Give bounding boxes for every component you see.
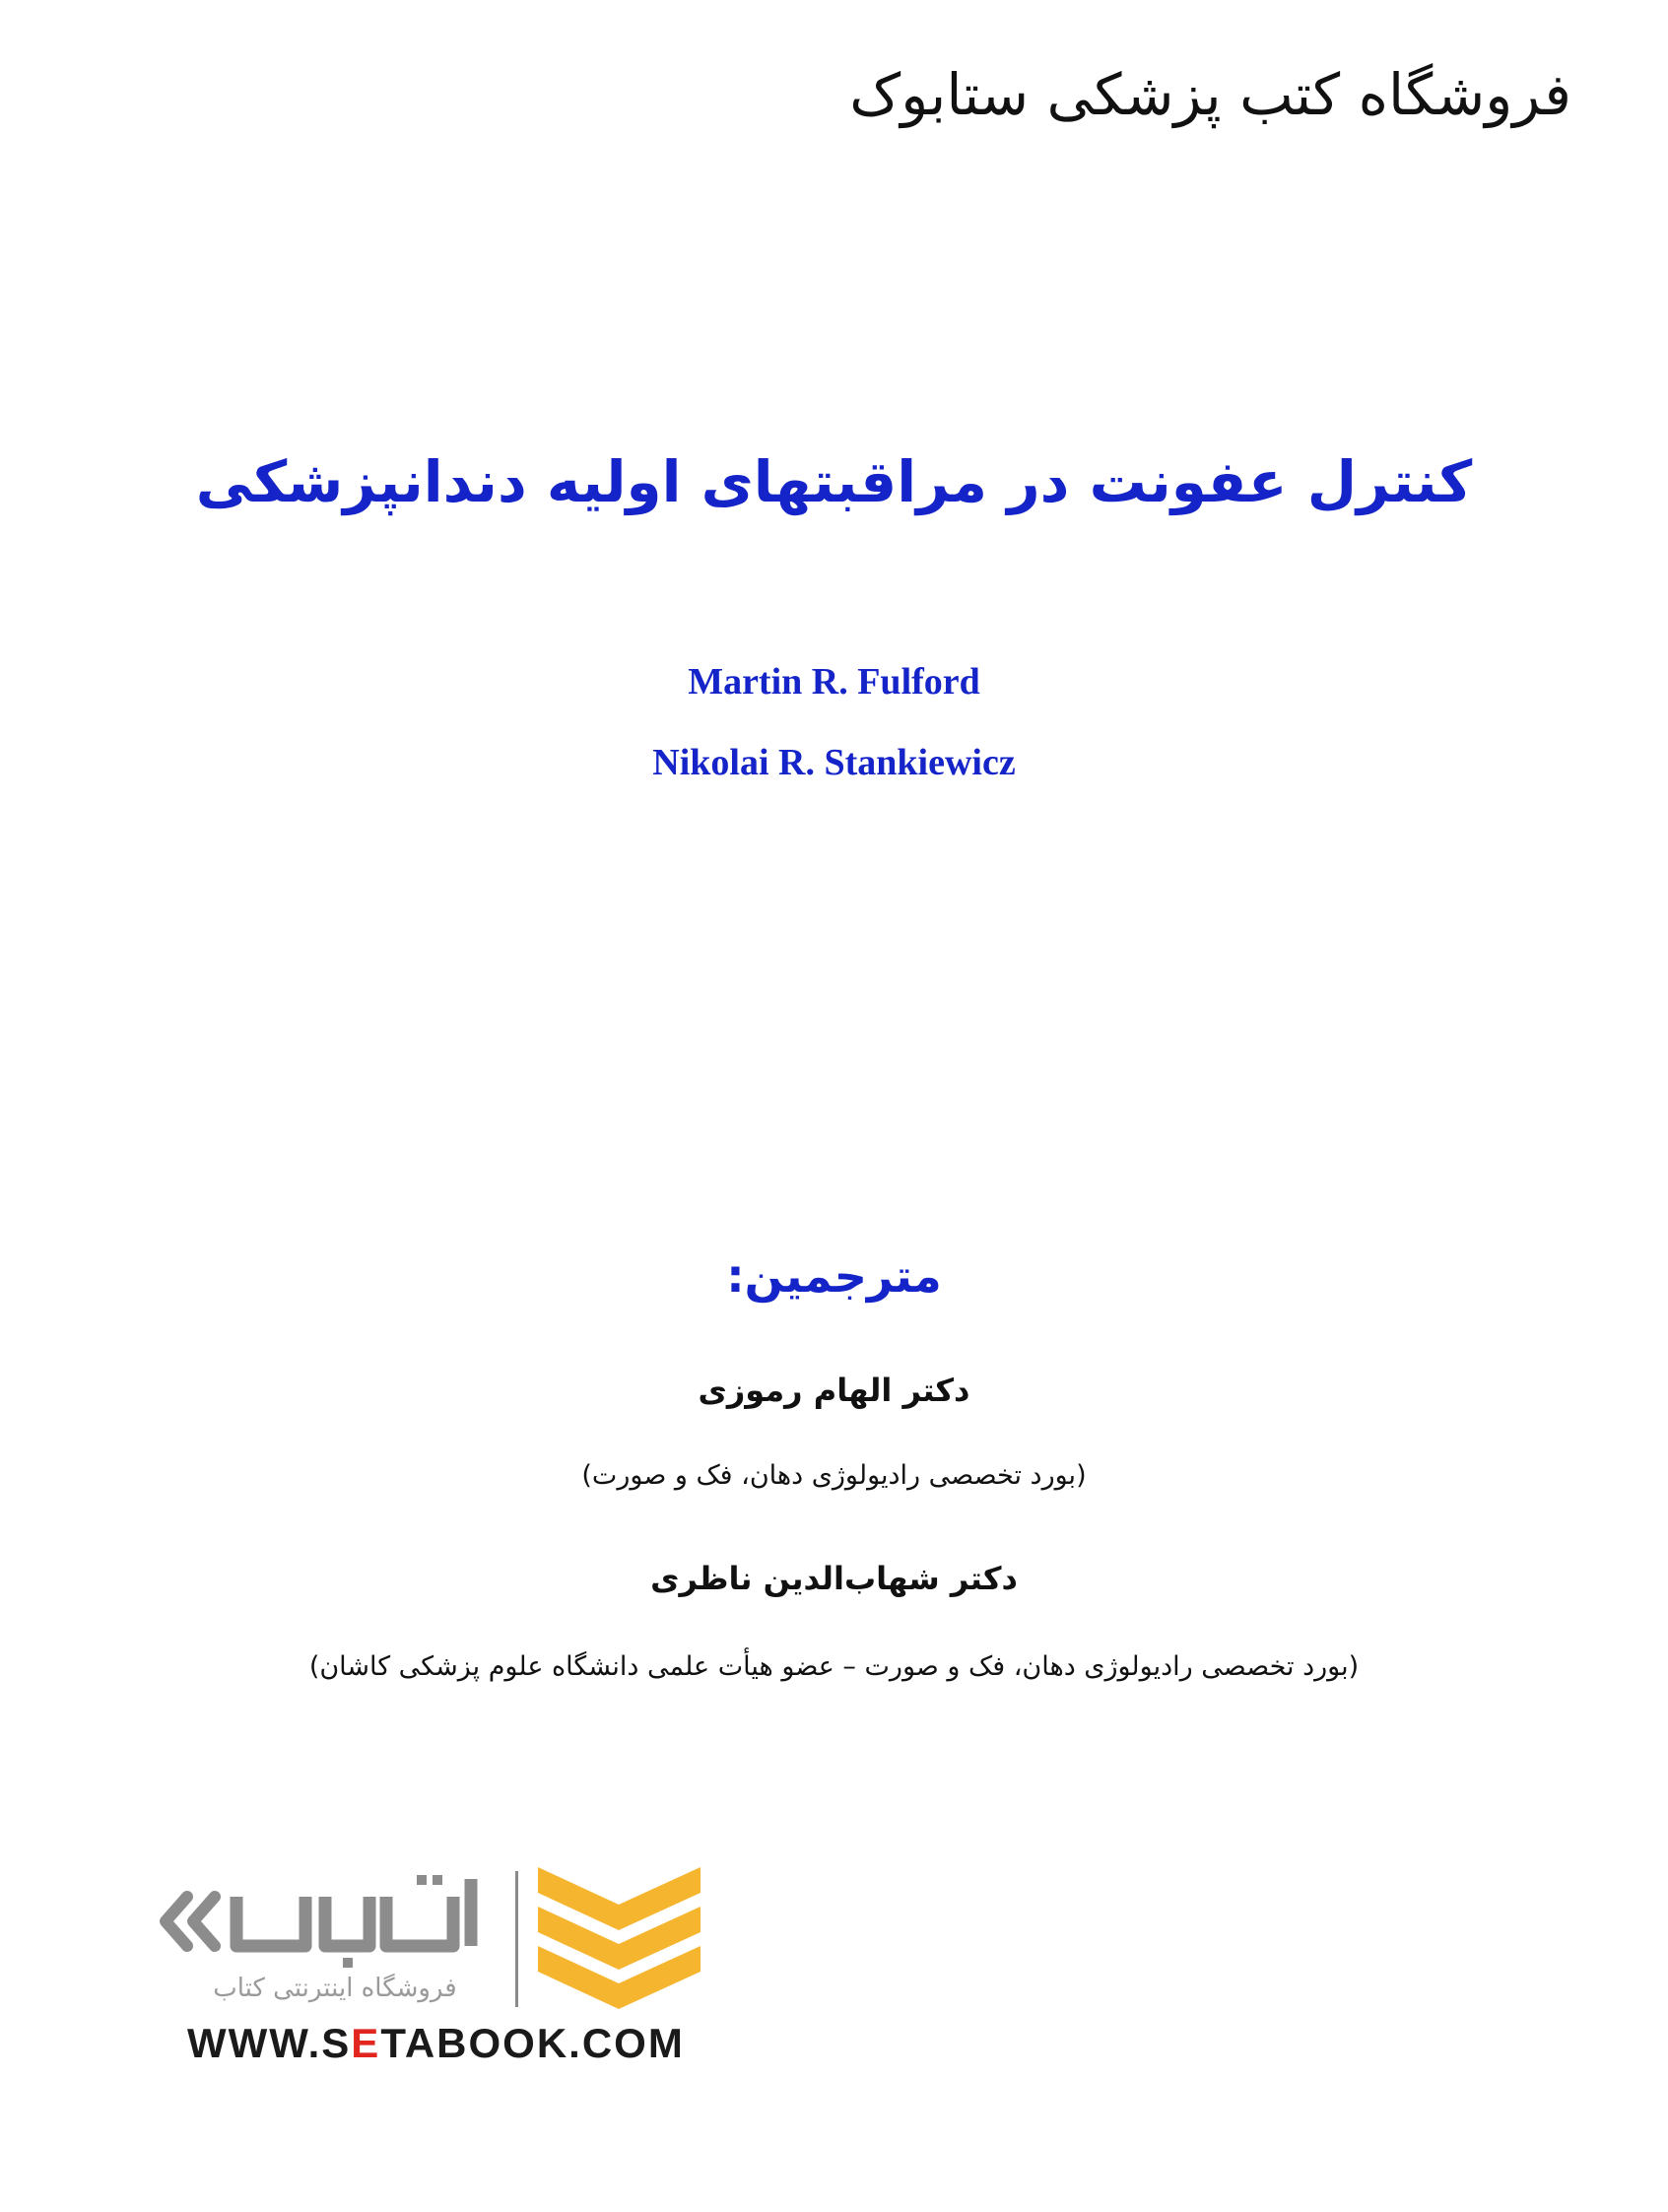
translator-description: (بورد تخصصی رادیولوژی دهان، فک و صورت – عضو هیأت علمی دانشگاه علوم پزشکی کاشان) bbox=[308, 1651, 1360, 1682]
url-accent-letter: E bbox=[351, 2020, 381, 2066]
author-name: Martin R. Fulford bbox=[688, 661, 980, 703]
translator-name: دکتر شهاب‌الدین ناظری bbox=[650, 1560, 1018, 1597]
logo-divider bbox=[515, 1871, 518, 2007]
logo-subtitle: فروشگاه اینترنتی کتاب bbox=[213, 1974, 457, 2003]
website-url bbox=[187, 2020, 685, 2067]
author-name: Nikolai R. Stankiewicz bbox=[652, 742, 1016, 783]
url-part: TABOOK.COM bbox=[380, 2020, 685, 2066]
book-title: کنترل عفونت در مراقبتهای اولیه دندانپزشکی bbox=[195, 448, 1473, 515]
translator-name: دکتر الهام رموزی bbox=[698, 1372, 970, 1409]
setabook-logo bbox=[158, 1867, 709, 2035]
translator-description: (بورد تخصصی رادیولوژی دهان، فک و صورت) bbox=[581, 1460, 1087, 1491]
book-chevron-icon bbox=[538, 1867, 701, 2015]
translators-heading: مترجمین: bbox=[726, 1249, 942, 1303]
store-header: فروشگاه کتب پزشکی ستابوک bbox=[849, 61, 1571, 128]
setabook-wordmark-icon bbox=[158, 1867, 493, 1976]
url-part: WWW.S bbox=[187, 2020, 352, 2066]
